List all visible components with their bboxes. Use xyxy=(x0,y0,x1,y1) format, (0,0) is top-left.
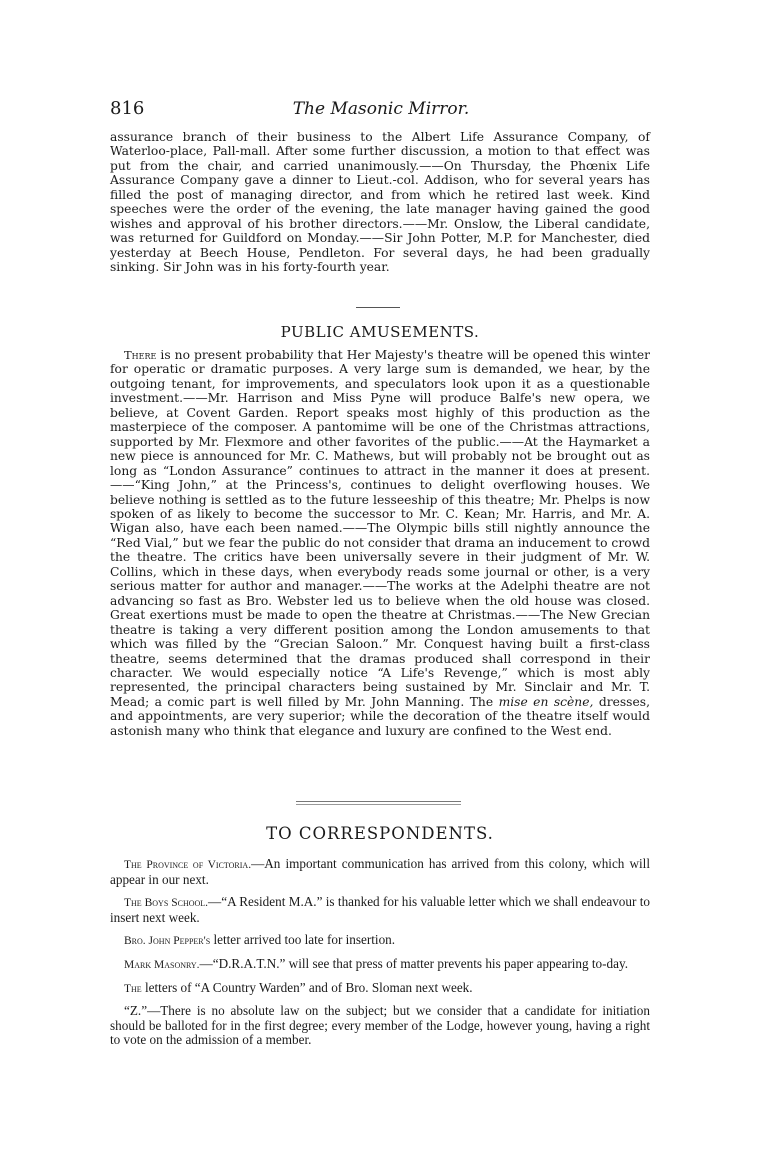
correspondent-lead: The Province of Victoria. xyxy=(124,859,252,871)
correspondents-section xyxy=(110,857,650,1056)
correspondent-text: —“D.R.A.T.N.” will see that press of matter prevents his paper appearing to-day. xyxy=(199,955,629,971)
correspondent-lead: Bro. John Pepper's xyxy=(124,935,211,948)
news-paragraph: assurance branch of their business to the Albert Life Assurance Company, of Waterloo-place, Pall-mall. After some further discussion, a motion to that effect was put from the chair, and carried unanimously.——On Thursday, the Phœnix Life Assurance Company gave a dinner to Lieut.-col. Addison, who for several years has filled the post of managing director, and from which he retired last week. Kind speeches were the order of the evening, the late manager having gained the good wishes and approval of his brother directors.——Mr. Onslow, the Liberal candidate, was returned for Guildford on Monday.——Sir John Potter, M.P. for Manchester, died yesterday at Beech House, Pendleton. For several days, he had been gradually sinking. Sir John was in his forty-fourth year. xyxy=(110,130,650,275)
correspondent-item xyxy=(110,981,650,997)
correspondent-text: —“A Resident M.A.” is thanked for his valuable letter which we shall endeavour to insert next week. xyxy=(110,894,650,925)
correspondent-lead: Mark Masonry. xyxy=(124,958,200,971)
public-amusements-section xyxy=(110,348,650,738)
correspondent-lead: “Z.” xyxy=(124,1003,148,1019)
double-divider-rule xyxy=(296,801,461,805)
correspondent-text: letters of “A Country Warden” and of Bro. Sloman next week. xyxy=(141,979,473,995)
amusements-body: is no present probability that Her Majesty's theatre will be opened this winter for operatic or dramatic purposes. A very large sum is demanded, we hear, by the outgoing tenant, for improvements, and speculators look upon it as a questionable investment.——Mr. Harrison and Miss Pyne will produce Balfe's new opera, we believe, at Covent Garden. Report speaks most highly of this production as the masterpiece of the composer. A pantomime will be one of the Christmas attractions, supported by Mr. Flexmore and other favorites of the public.——At the Haymarket a new piece is announced for Mr. C. Mathews, but will probably not be brought out as long as “London Assurance” continues to attract in the manner it does at present.——“King John,” at the Princess's, continues to delight overflowing houses. We believe nothing is settled as to the future lesseeship of this theatre; Mr. Phelps is now spoken of as likely to become the successor to Mr. C. Kean; Mr. Harris, and Mr. A. Wigan also, have each been named.——The Olympic bills still nightly announce the “Red Vial,” but we fear the public do not consider that drama an inducement to crowd the theatre. The critics have been universally severe in their judgment of Mr. W. Collins, which in these days, when everybody reads some journal or other, is a very serious matter for author and manager.——The works at the Adelphi theatre are not advancing so fast as Bro. Webster led us to believe when the old house was closed. Great exertions must be made to open the theatre at Christmas.——The New Grecian theatre is taking a very different position among the London amusements to that which was filled by the “Grecian Saloon.” Mr. Conquest having built a first-class theatre, seems determined that the dramas produced shall correspond in their character. We would especially notice “A Life's Revenge,” which is most ably represented, the principal characters being sustained by Mr. Sinclair and Mr. T. Mead; a comic part is well filled by Mr. John Manning. The xyxy=(110,348,650,709)
correspondent-text: letter arrived too late for insertion. xyxy=(210,932,396,948)
amusements-tail: dresses, and appointments, are very superior; while the decoration of the theatre itself would astonish many who think that elegance and luxury are confined to the West end. xyxy=(110,694,650,738)
amusements-italic-phrase: mise en scène, xyxy=(498,694,594,709)
news-section xyxy=(110,130,650,275)
correspondent-item xyxy=(110,957,650,973)
correspondent-text: —An important communication has arrived from this colony, which will appear in our next. xyxy=(110,856,650,887)
correspondent-item xyxy=(110,933,650,949)
correspondent-text: —There is no absolute law on the subject; but we consider that a candidate for initiation should be balloted for in the first degree; every member of the Lodge, however young, having a right to vote on the admission of a member. xyxy=(110,1003,650,1048)
section-divider-rule xyxy=(356,307,400,308)
correspondent-item xyxy=(110,895,650,925)
running-title: The Masonic Mirror. xyxy=(292,99,470,119)
correspondent-item xyxy=(110,1004,650,1048)
page-header xyxy=(110,98,652,124)
correspondent-lead: The Boys School. xyxy=(124,897,209,910)
amusements-lead-word: There xyxy=(124,348,157,362)
correspondents-heading: TO CORRESPONDENTS. xyxy=(266,824,494,843)
amusements-paragraph xyxy=(110,348,650,738)
public-amusements-heading: PUBLIC AMUSEMENTS. xyxy=(280,323,480,341)
page-number: 816 xyxy=(110,98,145,119)
correspondent-item xyxy=(110,857,650,887)
correspondent-lead: The xyxy=(124,982,142,995)
